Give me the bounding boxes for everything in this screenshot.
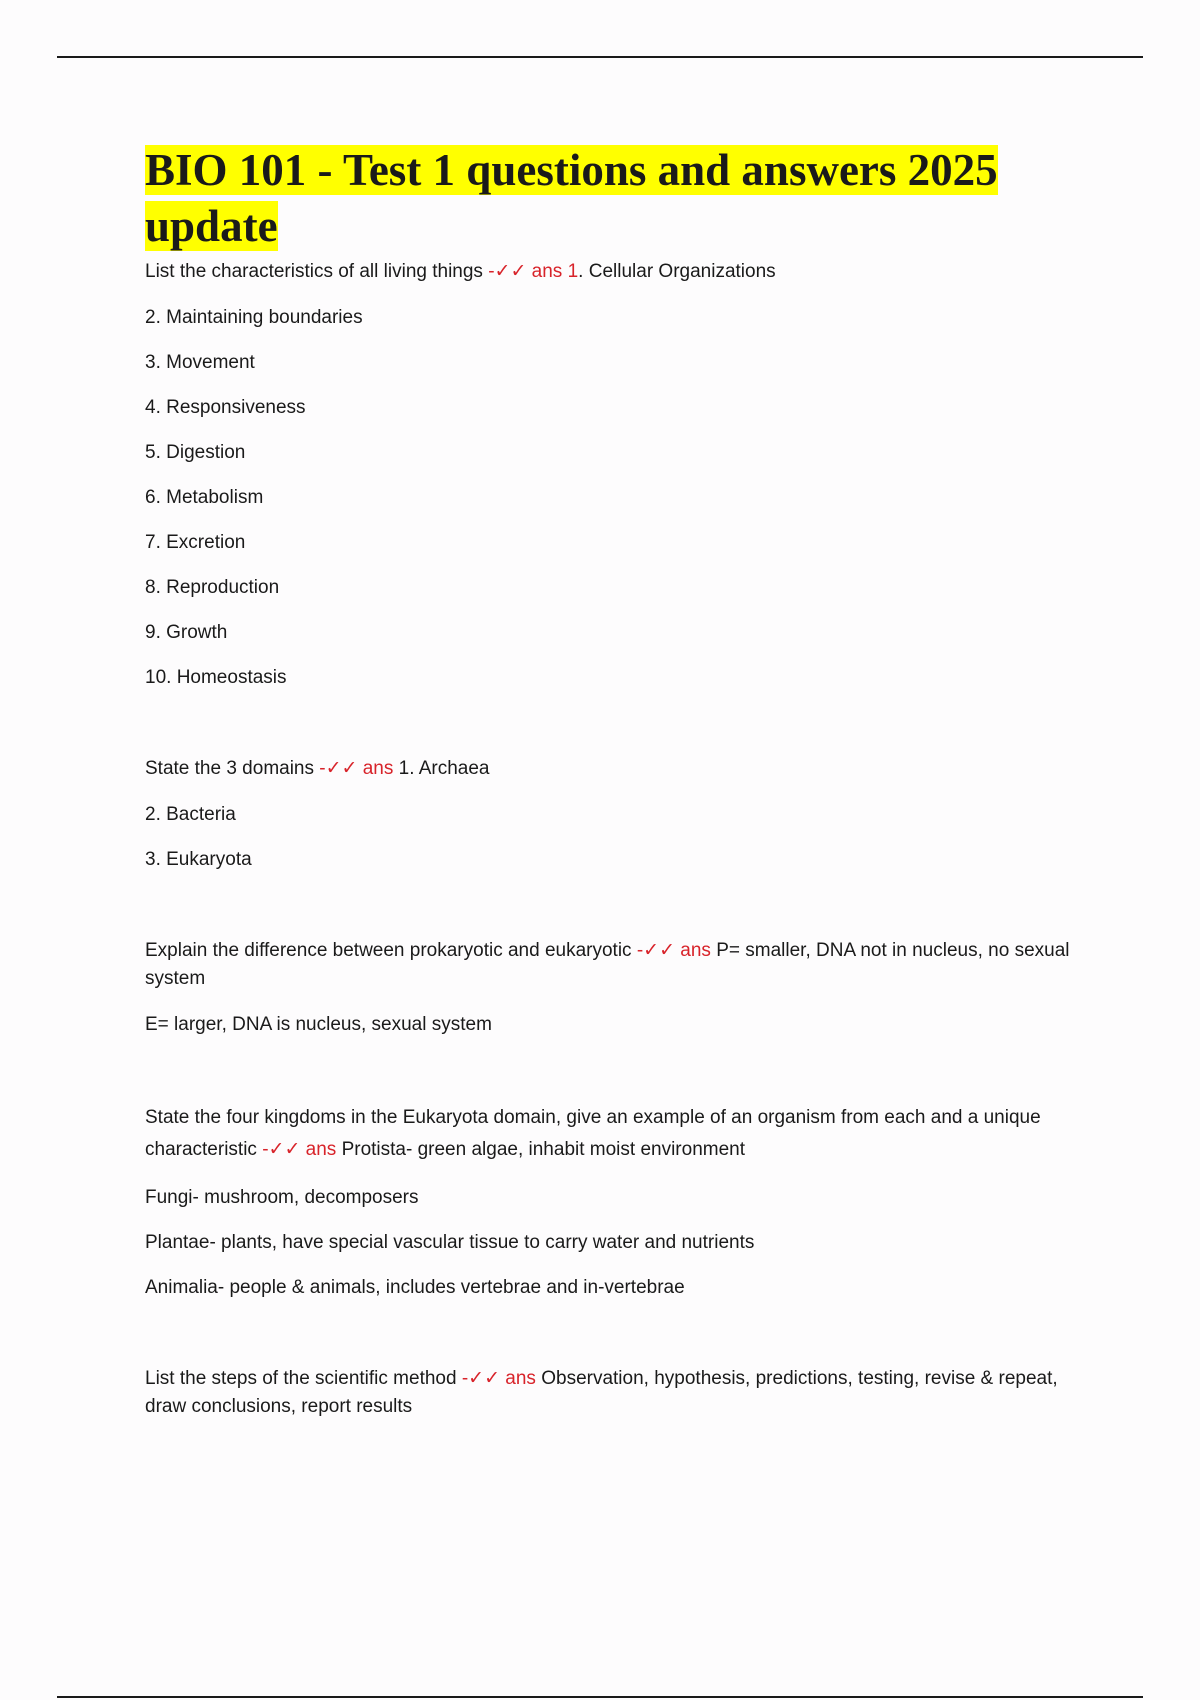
list-item: Fungi- mushroom, decomposers xyxy=(145,1187,419,1208)
list-item: E= larger, DNA is nucleus, sexual system xyxy=(145,1014,492,1035)
answer-text: Protista- green algae, inhabit moist environment xyxy=(341,1139,746,1160)
answer-number-red: 1 xyxy=(567,261,579,282)
question-2 xyxy=(145,755,1090,783)
question-text: List the steps of the scientific method xyxy=(145,1368,457,1389)
ans-label: ans xyxy=(680,940,711,961)
list-item: 3. Movement xyxy=(145,352,255,373)
list-item: 7. Excretion xyxy=(145,532,246,553)
question-4 xyxy=(145,1102,1090,1166)
answer-text: . Cellular Organizations xyxy=(578,261,776,282)
check-marks: -✓✓ xyxy=(262,1139,301,1160)
list-item: 6. Metabolism xyxy=(145,487,264,508)
question-text: State the 3 domains xyxy=(145,758,314,779)
check-marks: -✓✓ xyxy=(319,758,358,779)
answer-text: Observation, hypothesis, predictions, testing, revise & repeat, draw conclusions, report results xyxy=(145,1368,1058,1417)
check-marks: -✓✓ xyxy=(636,940,676,961)
ans-label: ans xyxy=(531,261,563,282)
check-marks: -✓✓ xyxy=(488,261,527,282)
answer-text: P= smaller, DNA not in nucleus, no sexual system xyxy=(145,940,1070,989)
list-item: Animalia- people & animals, includes vertebrae and in-vertebrae xyxy=(145,1277,685,1298)
question-text: State the four kingdoms in the Eukaryota domain, give an example of an organism from each and a unique characteristic xyxy=(145,1107,1041,1160)
check-marks: -✓✓ xyxy=(461,1368,501,1389)
list-item: 2. Maintaining boundaries xyxy=(145,307,363,328)
top-rule xyxy=(57,56,1143,58)
list-item: 8. Reproduction xyxy=(145,577,280,598)
list-item: 2. Bacteria xyxy=(145,804,236,825)
list-item: 10. Homeostasis xyxy=(145,667,287,688)
answer-text: 1. Archaea xyxy=(398,758,490,779)
document-body xyxy=(145,142,1090,1439)
ans-label: ans xyxy=(505,1368,536,1389)
list-item: 5. Digestion xyxy=(145,442,246,463)
bottom-rule xyxy=(57,1696,1143,1698)
highlighted-title: BIO 101 - Test 1 questions and answers 2025 update xyxy=(145,145,998,251)
question-text: Explain the difference between prokaryotic and eukaryotic xyxy=(145,940,632,961)
question-text: List the characteristics of all living things xyxy=(145,261,483,282)
ans-label: ans xyxy=(362,758,394,779)
list-item: 9. Growth xyxy=(145,622,228,643)
list-item: 4. Responsiveness xyxy=(145,397,306,418)
document-title xyxy=(145,142,1090,254)
question-1 xyxy=(145,258,1090,286)
question-5 xyxy=(145,1365,1090,1421)
question-3 xyxy=(145,937,1090,993)
ans-label: ans xyxy=(305,1139,337,1160)
list-item: 3. Eukaryota xyxy=(145,849,252,870)
list-item: Plantae- plants, have special vascular tissue to carry water and nutrients xyxy=(145,1232,755,1253)
